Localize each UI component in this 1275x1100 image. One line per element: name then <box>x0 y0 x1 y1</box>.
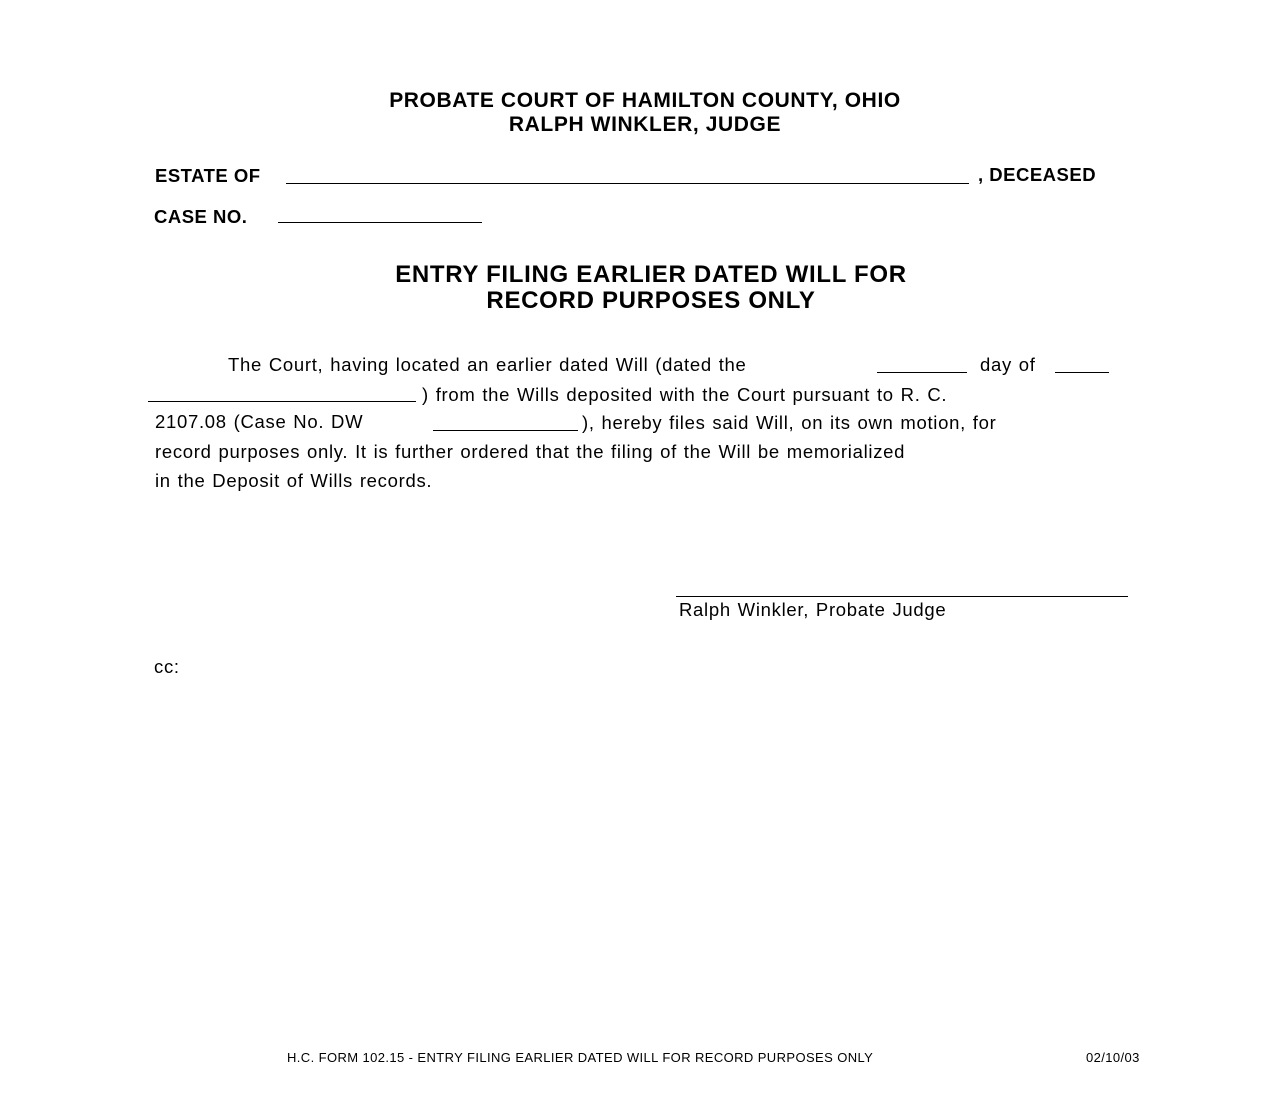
deceased-label: , DECEASED <box>978 164 1097 185</box>
date-month-line-1[interactable] <box>1055 372 1109 373</box>
body-line-5: in the Deposit of Wills records. <box>155 470 433 491</box>
date-day-line[interactable] <box>877 372 967 373</box>
signature-label: Ralph Winkler, Probate Judge <box>679 599 947 620</box>
estate-label: ESTATE OF <box>155 165 261 186</box>
estate-name-line[interactable] <box>286 183 969 184</box>
form-date: 02/10/03 <box>1086 1050 1140 1065</box>
signature-line[interactable] <box>676 596 1128 597</box>
body-line-1a: The Court, having located an earlier dated Will (dated the <box>228 354 747 375</box>
cc-label: cc: <box>154 656 180 677</box>
body-line-2: ) from the Wills deposited with the Court pursuant to R. C. <box>422 384 948 405</box>
date-month-line-2[interactable] <box>148 401 416 402</box>
dw-case-no-line[interactable] <box>433 430 578 431</box>
court-name: PROBATE COURT OF HAMILTON COUNTY, OHIO <box>389 89 901 112</box>
document-title-line-2: RECORD PURPOSES ONLY <box>486 287 816 314</box>
case-no-label: CASE NO. <box>154 206 248 227</box>
body-line-3b: ), hereby files said Will, on its own motion, for <box>582 412 997 433</box>
form-footer: H.C. FORM 102.15 - ENTRY FILING EARLIER DATED WILL FOR RECORD PURPOSES ONLY <box>287 1050 874 1065</box>
document-title-line-1: ENTRY FILING EARLIER DATED WILL FOR <box>395 261 907 288</box>
judge-name: RALPH WINKLER, JUDGE <box>508 113 782 136</box>
body-line-4: record purposes only. It is further ordered that the filing of the Will be memorialized <box>155 441 906 462</box>
case-no-line[interactable] <box>278 222 482 223</box>
body-line-3a: 2107.08 (Case No. DW <box>155 411 364 432</box>
body-line-1b: day of <box>980 354 1036 375</box>
